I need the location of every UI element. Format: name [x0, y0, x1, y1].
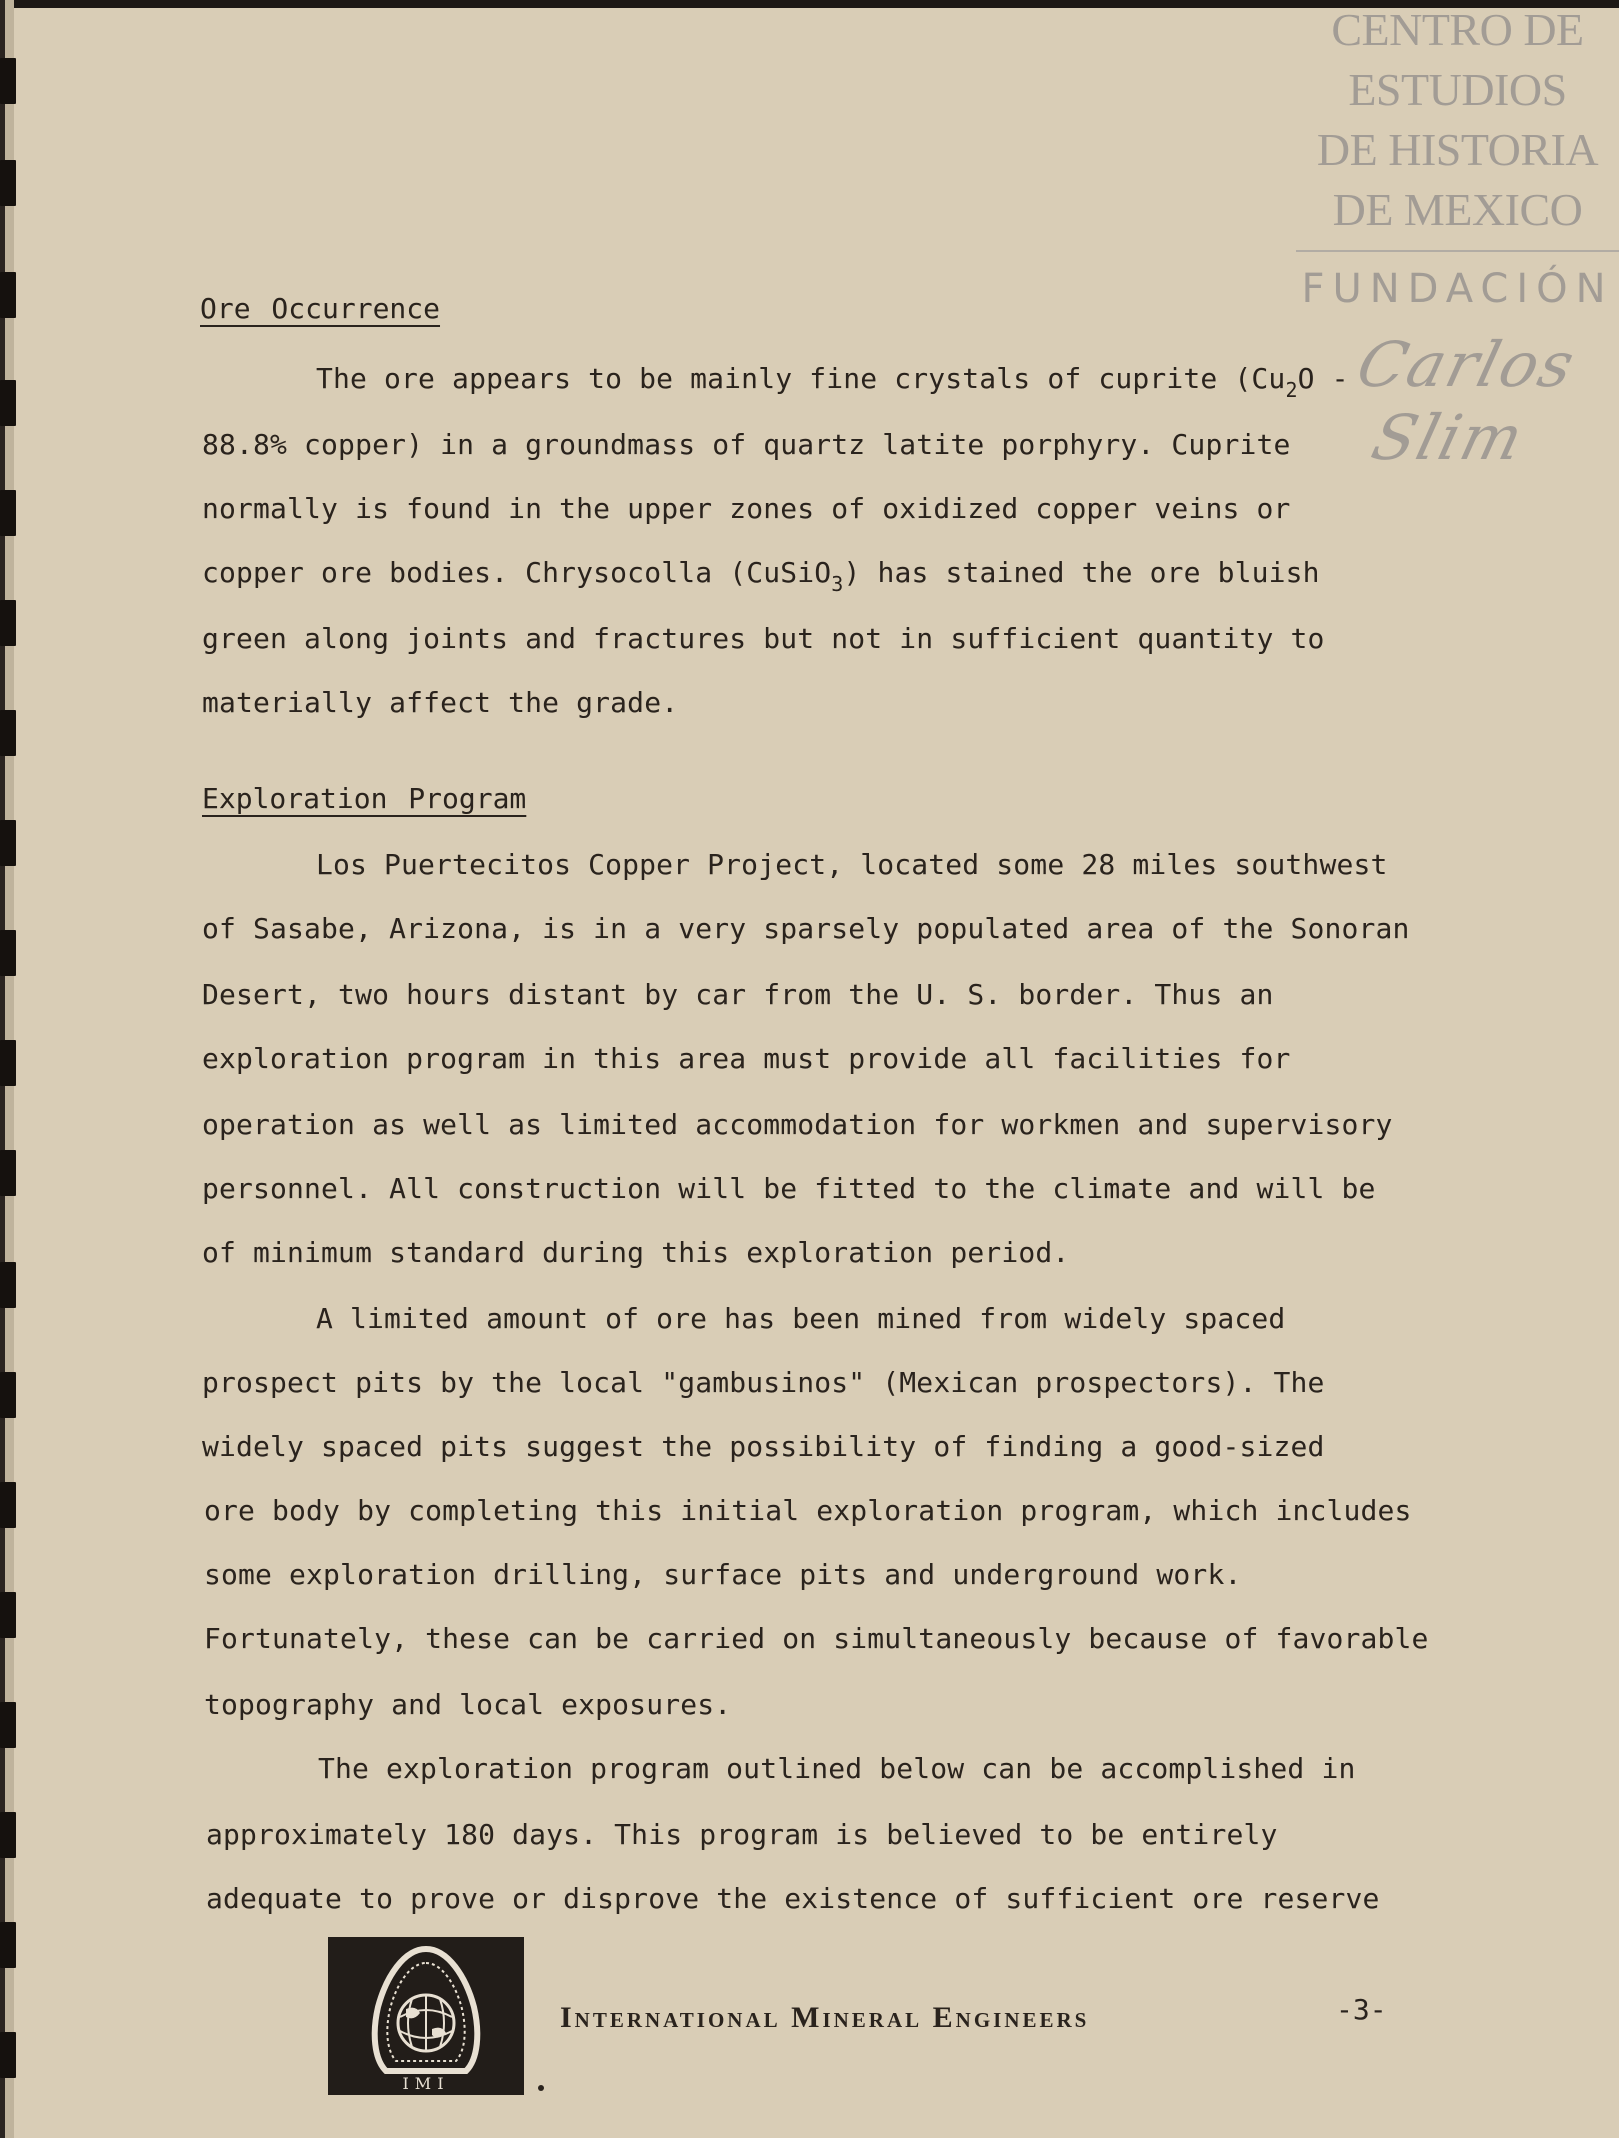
section-heading-ore-occurrence: Ore Occurrence: [200, 292, 441, 325]
paragraph-line: operation as well as limited accommodation for workmen and supervisory: [202, 1108, 1393, 1141]
binding-mark: [0, 272, 16, 318]
archive-watermark: [1296, 0, 1619, 474]
binding-mark: [0, 380, 16, 426]
watermark-divider: [1296, 250, 1619, 252]
binding-mark: [0, 1812, 16, 1858]
binding-mark: [0, 1592, 16, 1638]
paragraph-line: personnel. All construction will be fitted to the climate and will be: [202, 1172, 1376, 1205]
text-run: copper ore bodies. Chrysocolla (CuSiO: [202, 556, 832, 589]
binding-mark: [0, 600, 16, 646]
paragraph-line: [316, 362, 1349, 402]
binding-mark: [0, 820, 16, 866]
company-logo: [328, 1937, 524, 2095]
binding-mark: [0, 58, 16, 104]
watermark-signature: Carlos Slim: [1349, 328, 1584, 474]
watermark-line: DE MEXICO: [1332, 184, 1583, 235]
paragraph-line: normally is found in the upper zones of oxidized copper veins or: [202, 492, 1291, 525]
paragraph-line: adequate to prove or disprove the existence of sufficient ore reserve: [206, 1882, 1380, 1915]
binding-mark: [0, 1482, 16, 1528]
watermark-line: ESTUDIOS: [1348, 64, 1567, 115]
paragraph-line: materially affect the grade.: [202, 686, 679, 719]
paragraph-line: Los Puertecitos Copper Project, located some 28 miles southwest: [316, 848, 1388, 881]
text-run: ) has stained the ore bluish: [843, 556, 1320, 589]
paragraph-line: The exploration program outlined below can be accomplished in: [318, 1752, 1356, 1785]
binding-mark: [0, 1702, 16, 1748]
subscript: 3: [831, 572, 844, 596]
paragraph-line: Fortunately, these can be carried on simultaneously because of favorable: [204, 1622, 1429, 1655]
paragraph-line: 88.8% copper) in a groundmass of quartz latite porphyry. Cuprite: [202, 428, 1291, 461]
paragraph-line: ore body by completing this initial exploration program, which includes: [204, 1494, 1412, 1527]
binding-mark: [0, 1150, 16, 1196]
logo-emblem-icon: [328, 1937, 524, 2095]
paragraph-line: topography and local exposures.: [204, 1688, 732, 1721]
paragraph-line: Desert, two hours distant by car from the U. S. border. Thus an: [202, 978, 1274, 1011]
paragraph-line: approximately 180 days. This program is believed to be entirely: [206, 1818, 1278, 1851]
binding-mark: [0, 930, 16, 976]
paragraph-line: A limited amount of ore has been mined from widely spaced: [316, 1302, 1286, 1335]
binding-mark: [0, 2032, 16, 2078]
paragraph-line: exploration program in this area must provide all facilities for: [202, 1042, 1291, 1075]
footer-dot: [538, 2085, 544, 2091]
page-number: -3-: [1336, 1993, 1387, 2026]
logo-text: IMI: [402, 2074, 450, 2093]
paragraph-line: some exploration drilling, surface pits and underground work.: [204, 1558, 1242, 1591]
subscript: 2: [1285, 378, 1298, 402]
binding-mark: [0, 1262, 16, 1308]
paragraph-line: prospect pits by the local "gambusinos" (Mexican prospectors). The: [202, 1366, 1325, 1399]
watermark-line: DE HISTORIA: [1316, 124, 1599, 175]
paragraph-line: [202, 556, 1320, 596]
watermark-line: CENTRO DE: [1331, 4, 1584, 55]
paragraph-line: of Sasabe, Arizona, is in a very sparsely populated area of the Sonoran: [202, 912, 1410, 945]
text-run: The ore appears to be mainly fine crystals of cuprite (Cu: [316, 362, 1286, 395]
binding-mark: [0, 160, 16, 206]
section-heading-exploration-program: Exploration Program: [202, 782, 527, 815]
watermark-fundacion: FUNDACIÓN: [1301, 266, 1614, 312]
footer-company-name: International Mineral Engineers: [560, 2001, 1090, 2034]
text-run: O -: [1297, 362, 1349, 395]
paragraph-line: green along joints and fractures but not in sufficient quantity to: [202, 622, 1325, 655]
binding-mark: [0, 1040, 16, 1086]
paragraph-line: of minimum standard during this exploration period.: [202, 1236, 1070, 1269]
binding-mark: [0, 1922, 16, 1968]
binding-mark: [0, 1372, 16, 1418]
binding-mark: [0, 710, 16, 756]
paragraph-line: widely spaced pits suggest the possibility of finding a good-sized: [202, 1430, 1325, 1463]
binding-mark: [0, 490, 16, 536]
